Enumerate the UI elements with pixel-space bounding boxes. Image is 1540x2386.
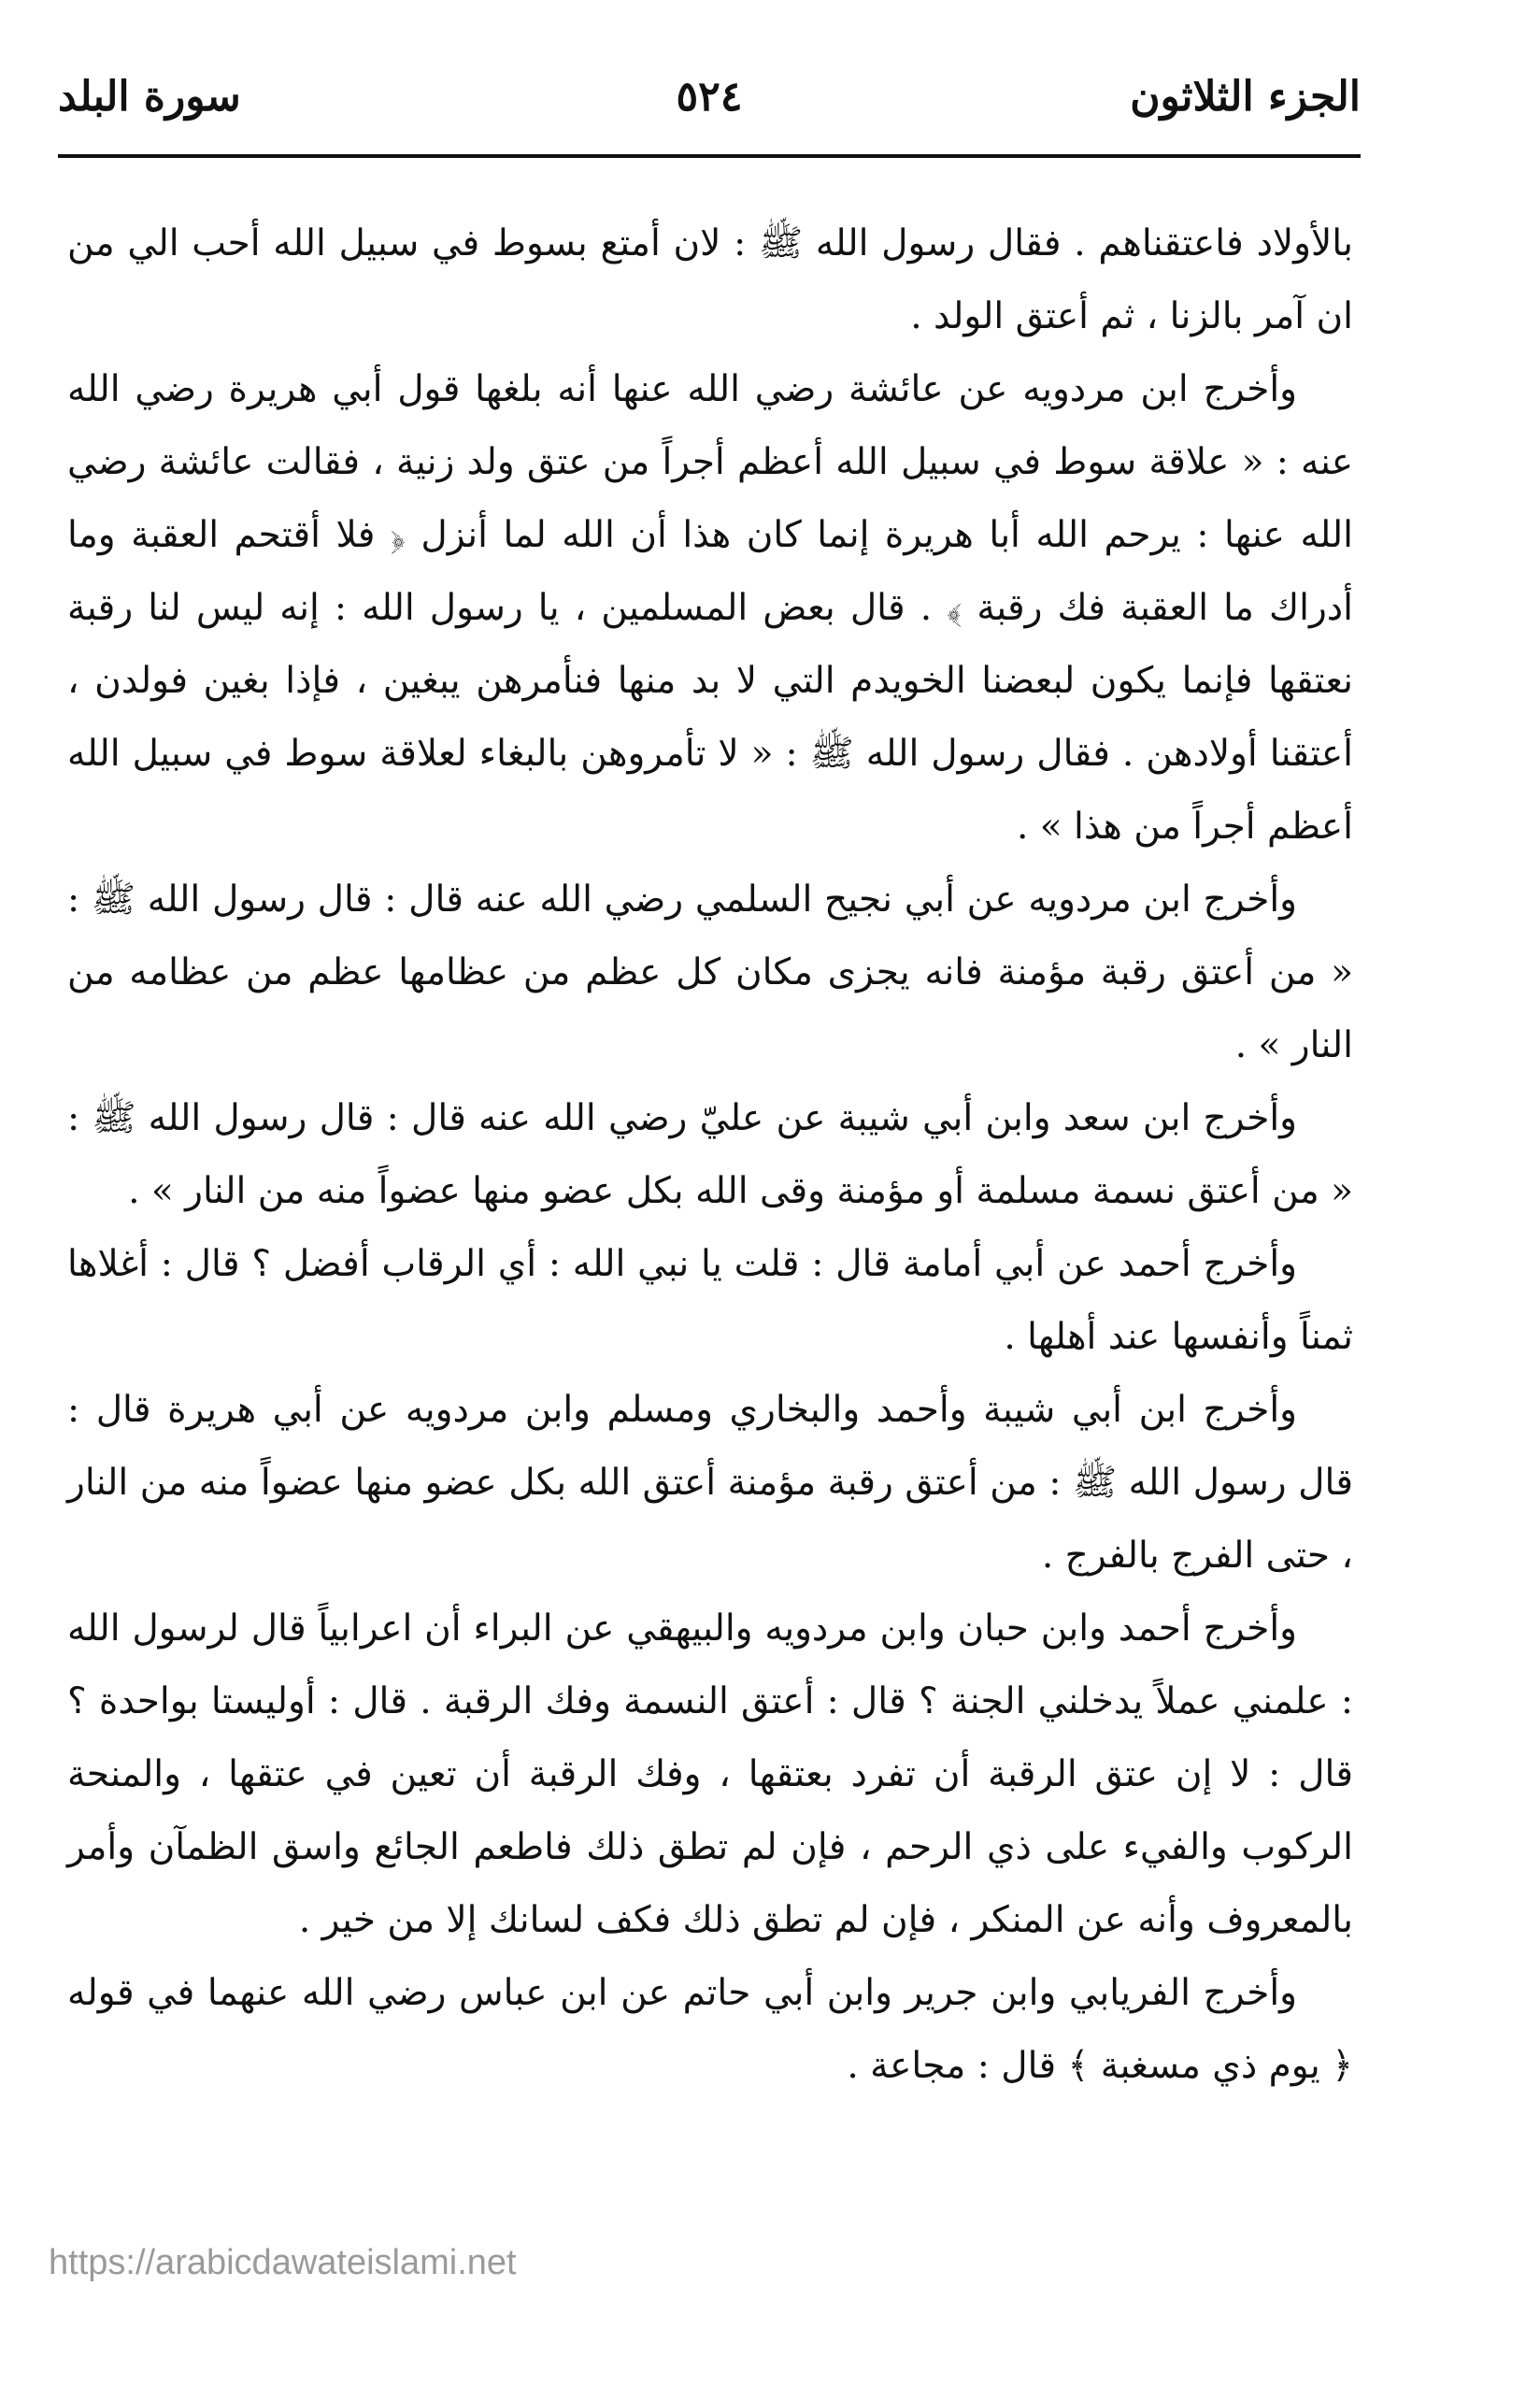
- surah-title: سورة البلد: [58, 73, 241, 121]
- paragraph: بالأولاد فاعتقناهم . فقال رسول الله ﷺ : لان أمتع بسوط في سبيل الله أحب الي من ان آمر بالزنا ، ثم أعتق الولد .: [67, 222, 1353, 337]
- paragraph: وأخرج ابن أبي شيبة وأحمد والبخاري ومسلم وابن مردويه عن أبي هريرة قال : قال رسول الله ﷺ : من أعتق رقبة مؤمنة أعتق الله بكل عضو منها عضواً منه من النار ، حتى الفرج بالفرج .: [67, 1389, 1353, 1577]
- paragraph: وأخرج أحمد وابن حبان وابن مردويه والبيهقي عن البراء أن اعرابياً قال لرسول الله : علمني عملاً يدخلني الجنة ؟ قال : أعتق النسمة وفك الرقبة . قال : أوليستا بواحدة ؟ قال : لا إن عتق الرقبة أن تفرد بعتقها ، وفك الرقبة أن تعين في عتقها ، والمنحة الركوب والفيء على ذي الرحم ، فإن لم تطق ذلك فاطعم الجائع واسق الظمآن وأمر بالمعروف وأنه عن المنكر ، فإن لم تطق ذلك فكف لسانك إلا من خير .: [67, 1607, 1353, 1941]
- paragraph: وأخرج أحمد عن أبي أمامة قال : قلت يا نبي الله : أي الرقاب أفضل ؟ قال : أغلاها ثمناً وأنفسها عند أهلها .: [67, 1243, 1353, 1358]
- part-title: الجزء الثلاثون: [1130, 73, 1361, 121]
- paragraph: وأخرج ابن سعد وابن أبي شيبة عن عليّ رضي الله عنه قال : قال رسول الله ﷺ : « من أعتق نسمة مسلمة أو مؤمنة وقى الله بكل عضو منها عضواً منه من النار » .: [67, 1097, 1353, 1212]
- watermark-url: https://arabicdawateislami.net: [49, 2243, 517, 2282]
- page-number: ٥٢٤: [676, 73, 743, 121]
- header-divider: [58, 154, 1361, 158]
- paragraph: وأخرج الفريابي وابن جرير وابن أبي حاتم عن ابن عباس رضي الله عنهما في قوله ﴿ يوم ذي مسغبة ﴾ قال : مجاعة .: [67, 1972, 1353, 2087]
- page-header: [58, 65, 1361, 150]
- paragraph: وأخرج ابن مردويه عن عائشة رضي الله عنها أنه بلغها قول أبي هريرة رضي الله عنه : « علاقة سوط في سبيل الله أعظم أجراً من عتق ولد زنية ، فقالت عائشة رضي الله عنها : يرحم الله أبا هريرة إنما كان هذا أن الله لما أنزل ﴿ فلا أقتحم العقبة وما أدراك ما العقبة فك رقبة ﴾ . قال بعض المسلمين ، يا رسول الله : إنه ليس لنا رقبة نعتقها فإنما يكون لبعضنا الخويدم التي لا بد منها فنأمرهن يبغين ، فإذا بغين فولدن ، أعتقنا أولادهن . فقال رسول الله ﷺ : « لا تأمروهن بالبغاء لعلاقة سوط في سبيل الله أعظم أجراً من هذا » .: [67, 368, 1353, 848]
- paragraph: وأخرج ابن مردويه عن أبي نجيح السلمي رضي الله عنه قال : قال رسول الله ﷺ : « من أعتق رقبة مؤمنة فانه يجزى مكان كل عظم من عظامها عظم من عظامه من النار » .: [67, 879, 1353, 1066]
- page-body: [67, 207, 1353, 2103]
